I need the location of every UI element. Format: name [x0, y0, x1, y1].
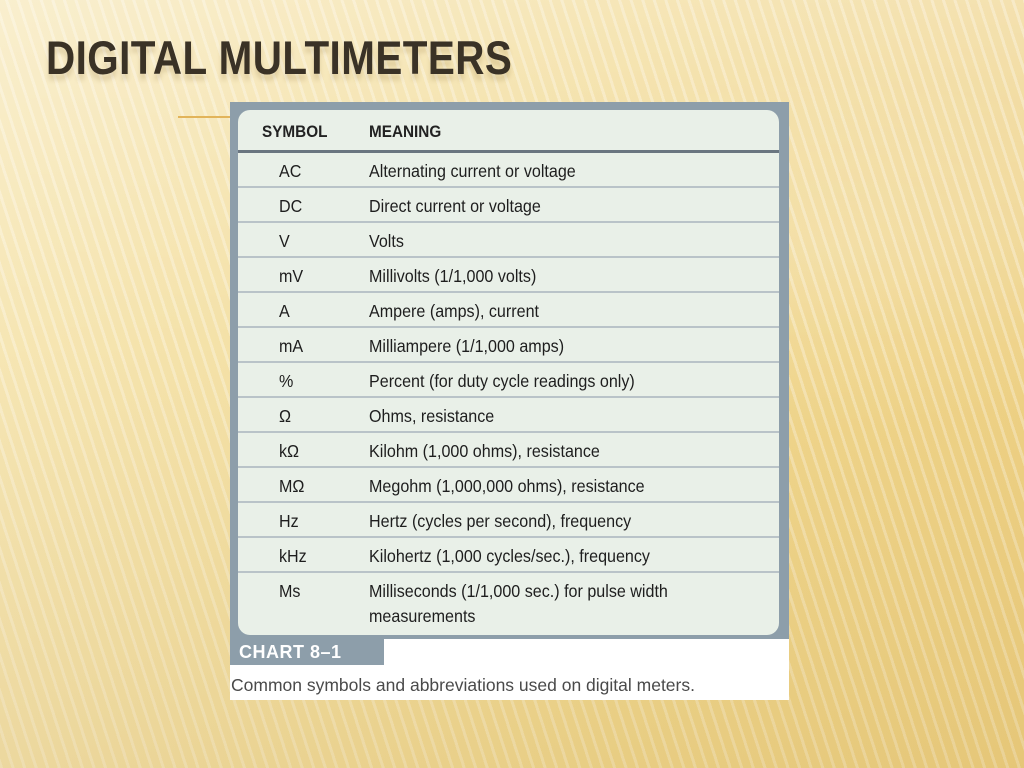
row-meaning: Megohm (1,000,000 ohms), resistance [369, 476, 645, 496]
row-symbol: % [279, 371, 294, 391]
table-body [238, 153, 779, 631]
header-meaning: MEANING [369, 122, 442, 141]
row-meaning: Milliseconds (1/1,000 sec.) for pulse width measurements [369, 581, 668, 626]
chart-label-badge [230, 639, 384, 665]
table-row [238, 293, 779, 328]
chart-label: CHART 8–1 [239, 642, 342, 662]
table-row [238, 223, 779, 258]
row-meaning: Hertz (cycles per second), frequency [369, 511, 632, 531]
table-row [238, 258, 779, 293]
table-row [238, 538, 779, 573]
row-symbol: Ms [279, 581, 301, 601]
table-frame [230, 102, 789, 639]
symbols-table [238, 110, 779, 635]
chart-caption: Common symbols and abbreviations used on digital meters. [231, 675, 695, 695]
table-row [238, 153, 779, 188]
table-row [238, 503, 779, 538]
table-row [238, 363, 779, 398]
row-meaning: Direct current or voltage [369, 196, 541, 216]
row-symbol: kHz [279, 546, 307, 566]
row-symbol: mA [279, 336, 304, 356]
table-row [238, 188, 779, 223]
row-symbol: MΩ [279, 476, 305, 496]
table-row [238, 573, 779, 631]
row-meaning: Alternating current or voltage [369, 161, 576, 181]
row-meaning: Percent (for duty cycle readings only) [369, 371, 635, 391]
row-symbol: A [279, 301, 290, 321]
table-header [238, 110, 779, 153]
row-symbol: DC [279, 196, 303, 216]
row-meaning: Volts [369, 231, 404, 251]
row-meaning: Kilohertz (1,000 cycles/sec.), frequency [369, 546, 650, 566]
slide-title: DIGITAL MULTIMETERS [46, 31, 513, 84]
table-row [238, 398, 779, 433]
row-symbol: Ω [279, 406, 292, 426]
row-symbol: AC [279, 161, 302, 181]
row-meaning: Millivolts (1/1,000 volts) [369, 266, 537, 286]
row-symbol: kΩ [279, 441, 300, 461]
row-symbol: Hz [279, 511, 299, 531]
header-symbol: SYMBOL [262, 122, 328, 141]
table-row [238, 433, 779, 468]
table-row [238, 328, 779, 363]
table-row [238, 468, 779, 503]
row-meaning: Milliampere (1/1,000 amps) [369, 336, 565, 356]
row-meaning: Kilohm (1,000 ohms), resistance [369, 441, 600, 461]
row-meaning: Ampere (amps), current [369, 301, 539, 321]
row-meaning: Ohms, resistance [369, 406, 495, 426]
row-symbol: mV [279, 266, 304, 286]
row-symbol: V [279, 231, 290, 251]
chart-figure [230, 102, 789, 700]
